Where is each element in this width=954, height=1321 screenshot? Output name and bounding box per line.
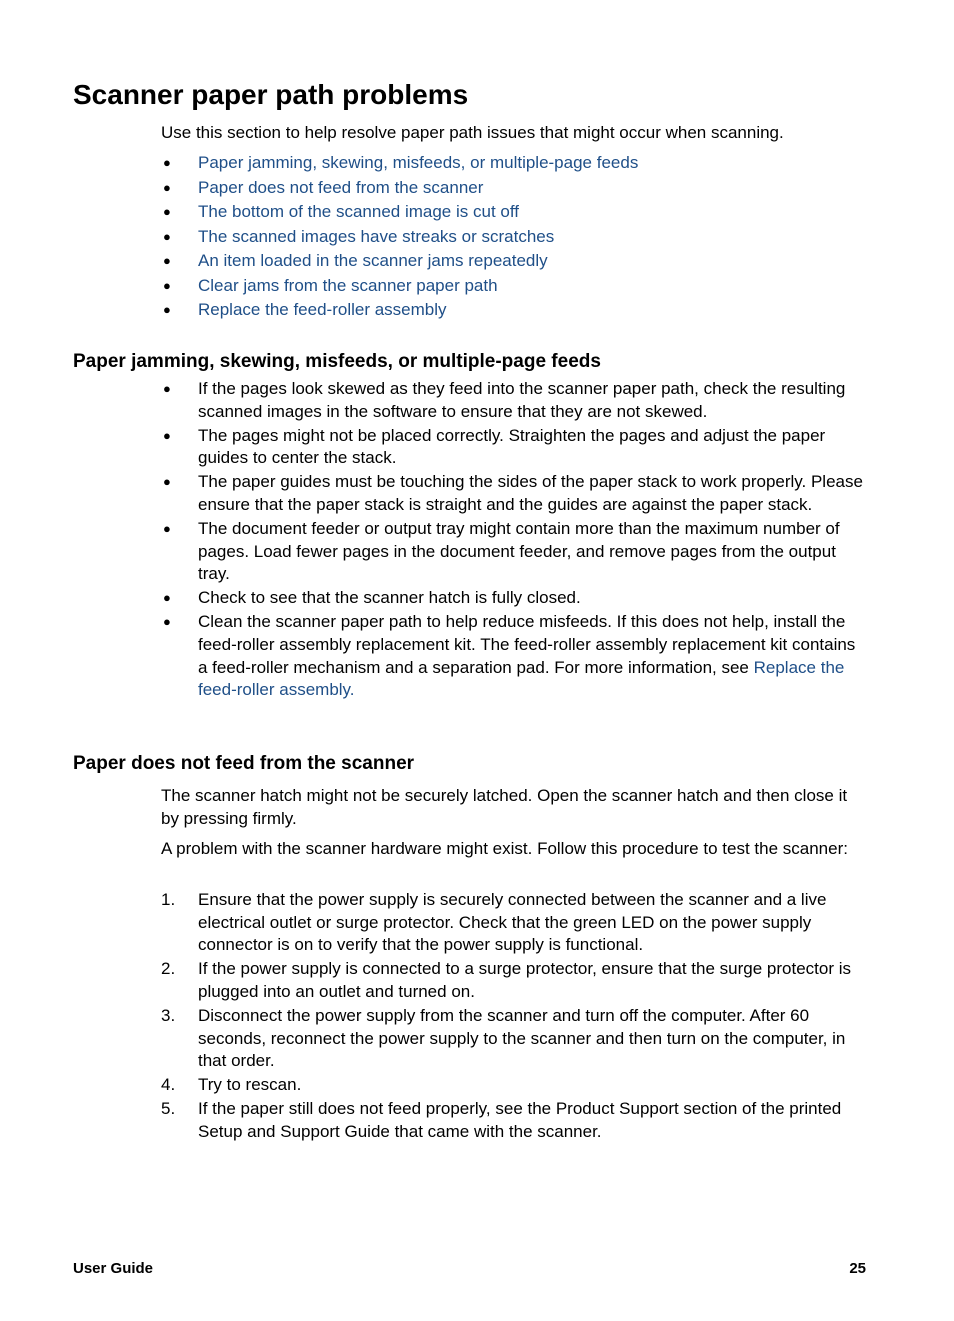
period: .: [349, 680, 355, 700]
step-number: 2.: [161, 959, 176, 979]
section-heading-paper-jamming: Paper jamming, skewing, misfeeds, or multiple-page feeds: [73, 351, 601, 372]
link-replace-feed-roller-inline[interactable]: Replace the feed-roller assembly: [198, 657, 845, 700]
link-streaks-scratches[interactable]: The scanned images have streaks or scratches: [198, 226, 555, 246]
link-item-jams[interactable]: An item loaded in the scanner jams repeatedly: [198, 251, 548, 270]
list-item: [161, 152, 638, 177]
list-item: [161, 518, 867, 586]
paragraph-hatch: The scanner hatch might not be securely latched. Open the scanner hatch and then close it by pressing firmly.: [161, 786, 848, 828]
step-text: Try to rescan.: [198, 1075, 302, 1095]
bullet-text: Check to see that the scanner hatch is fully closed.: [198, 588, 581, 608]
section-heading-paper-not-feed: Paper does not feed from the scanner: [73, 753, 415, 774]
list-item: [161, 378, 867, 423]
intro-text: Use this section to help resolve paper path issues that might occur when scanning.: [161, 123, 784, 142]
bullet-text: The paper guides must be touching the sides of the paper stack to work properly. Please ensure that the paper stack is straight and the guides are against the paper stack.: [198, 472, 863, 514]
paragraph-hardware: A problem with the scanner hardware might exist. Follow this procedure to test the scanner:: [161, 839, 848, 858]
link-paper-jamming[interactable]: Paper jamming, skewing, misfeeds, or multiple-page feeds: [198, 153, 639, 172]
link-clear-jams[interactable]: Clear jams from the scanner paper path: [198, 275, 498, 295]
topic-link-list: [161, 152, 638, 324]
link-bottom-cut-off[interactable]: The bottom of the scanned image is cut off: [198, 202, 519, 221]
page-title: Scanner paper path problems: [73, 79, 469, 110]
page-number: 25: [849, 1260, 866, 1277]
step-item: [161, 1098, 867, 1143]
list-item: [161, 587, 867, 610]
list-item: [161, 201, 638, 226]
paper-jamming-bullet-list: [161, 378, 867, 703]
link-paper-not-feed[interactable]: Paper does not feed from the scanner: [198, 177, 484, 197]
step-item: [161, 1074, 867, 1097]
step-item: [161, 889, 867, 957]
bullet-text: The document feeder or output tray might contain more than the maximum number of pages. Load fewer pages in the document feeder, and remove pages from the output tray.: [198, 519, 840, 584]
step-number: 5.: [161, 1099, 176, 1119]
list-item: [161, 471, 867, 516]
list-item: [161, 425, 867, 470]
list-item: [161, 250, 638, 275]
step-item: [161, 1005, 867, 1073]
list-item: [161, 275, 638, 300]
step-number: 4.: [161, 1075, 176, 1095]
step-number: 3.: [161, 1005, 176, 1025]
step-text: If the power supply is connected to a surge protector, ensure that the surge protector is plugged into an outlet and turned on.: [198, 959, 851, 1001]
bullet-text: If the pages look skewed as they feed into the scanner paper path, check the resulting scanned images in the software to ensure that they are not skewed.: [198, 379, 846, 421]
footer-title: User Guide: [73, 1260, 154, 1277]
step-text: Ensure that the power supply is securely connected between the scanner and a live electrical outlet or surge protector. Check that the green LED on the power supply connector is on to verify that the power supply is functional.: [198, 890, 827, 955]
test-procedure-steps: [161, 889, 867, 1145]
list-item: [161, 611, 867, 701]
list-item: [161, 226, 638, 251]
step-number: 1.: [161, 890, 176, 909]
step-text: Disconnect the power supply from the scanner and turn off the computer. After 60 seconds, reconnect the power supply to the scanner and then turn on the computer, in that order.: [198, 1005, 846, 1071]
list-item: [161, 299, 638, 324]
step-item: [161, 958, 867, 1003]
step-text: If the paper still does not feed properly, see the Product Support section of the printed Setup and Support Guide that came with the scanner.: [198, 1099, 842, 1141]
link-replace-feed-roller[interactable]: Replace the feed-roller assembly: [198, 300, 447, 319]
list-item: [161, 177, 638, 202]
bullet-text: Clean the scanner paper path to help reduce misfeeds. If this does not help, install the feed-roller assembly replacement kit. The feed-roller assembly replacement kit contains a feed-roller mechanism and a separation pad. For more information, see: [198, 612, 856, 677]
bullet-text: The pages might not be placed correctly. Straighten the pages and adjust the paper guides to center the stack.: [198, 425, 826, 468]
